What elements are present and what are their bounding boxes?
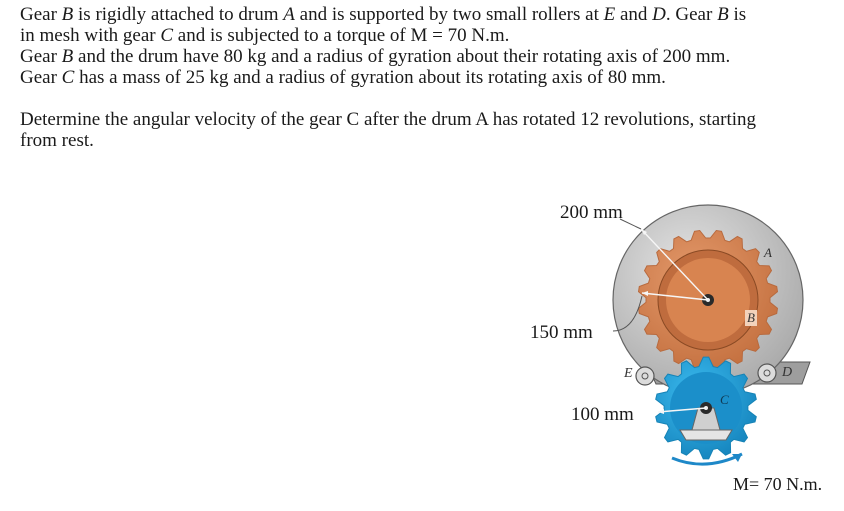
label-e: E [624,366,633,381]
label-b: B [747,310,755,325]
roller-d [758,364,776,382]
figure-drawing [520,196,844,511]
dimension-100mm: 100 mm [571,404,634,425]
label-c: C [720,392,729,407]
dimension-150mm: 150 mm [530,322,593,343]
problem-question: Determine the angular velocity of the gear C after the drum A has rotated 12 revolutions, starting from rest. [20,109,757,151]
problem-statement [20,4,835,151]
label-a: A [764,245,772,260]
problem-paragraph-1: Gear B is rigidly attached to drum A and is supported by two small rollers at E and D. Gear B is in mesh with gear C and is subjected to a torque of M = 70 N.m. Gear B and the drum have 80 kg and a radius of gyration about their rotating axis of 200 mm. Gear C has a mass of 25 kg and a radius of gyration about its rotating axis of 80 mm. [20,4,747,88]
label-d: D [782,365,793,380]
pedestal-base [680,430,732,440]
torque-label: M= 70 N.m. [733,474,823,494]
leader-200 [620,219,641,229]
dimension-200mm: 200 mm [560,202,623,223]
roller-e [636,367,654,385]
gear-drum-figure [520,196,844,511]
